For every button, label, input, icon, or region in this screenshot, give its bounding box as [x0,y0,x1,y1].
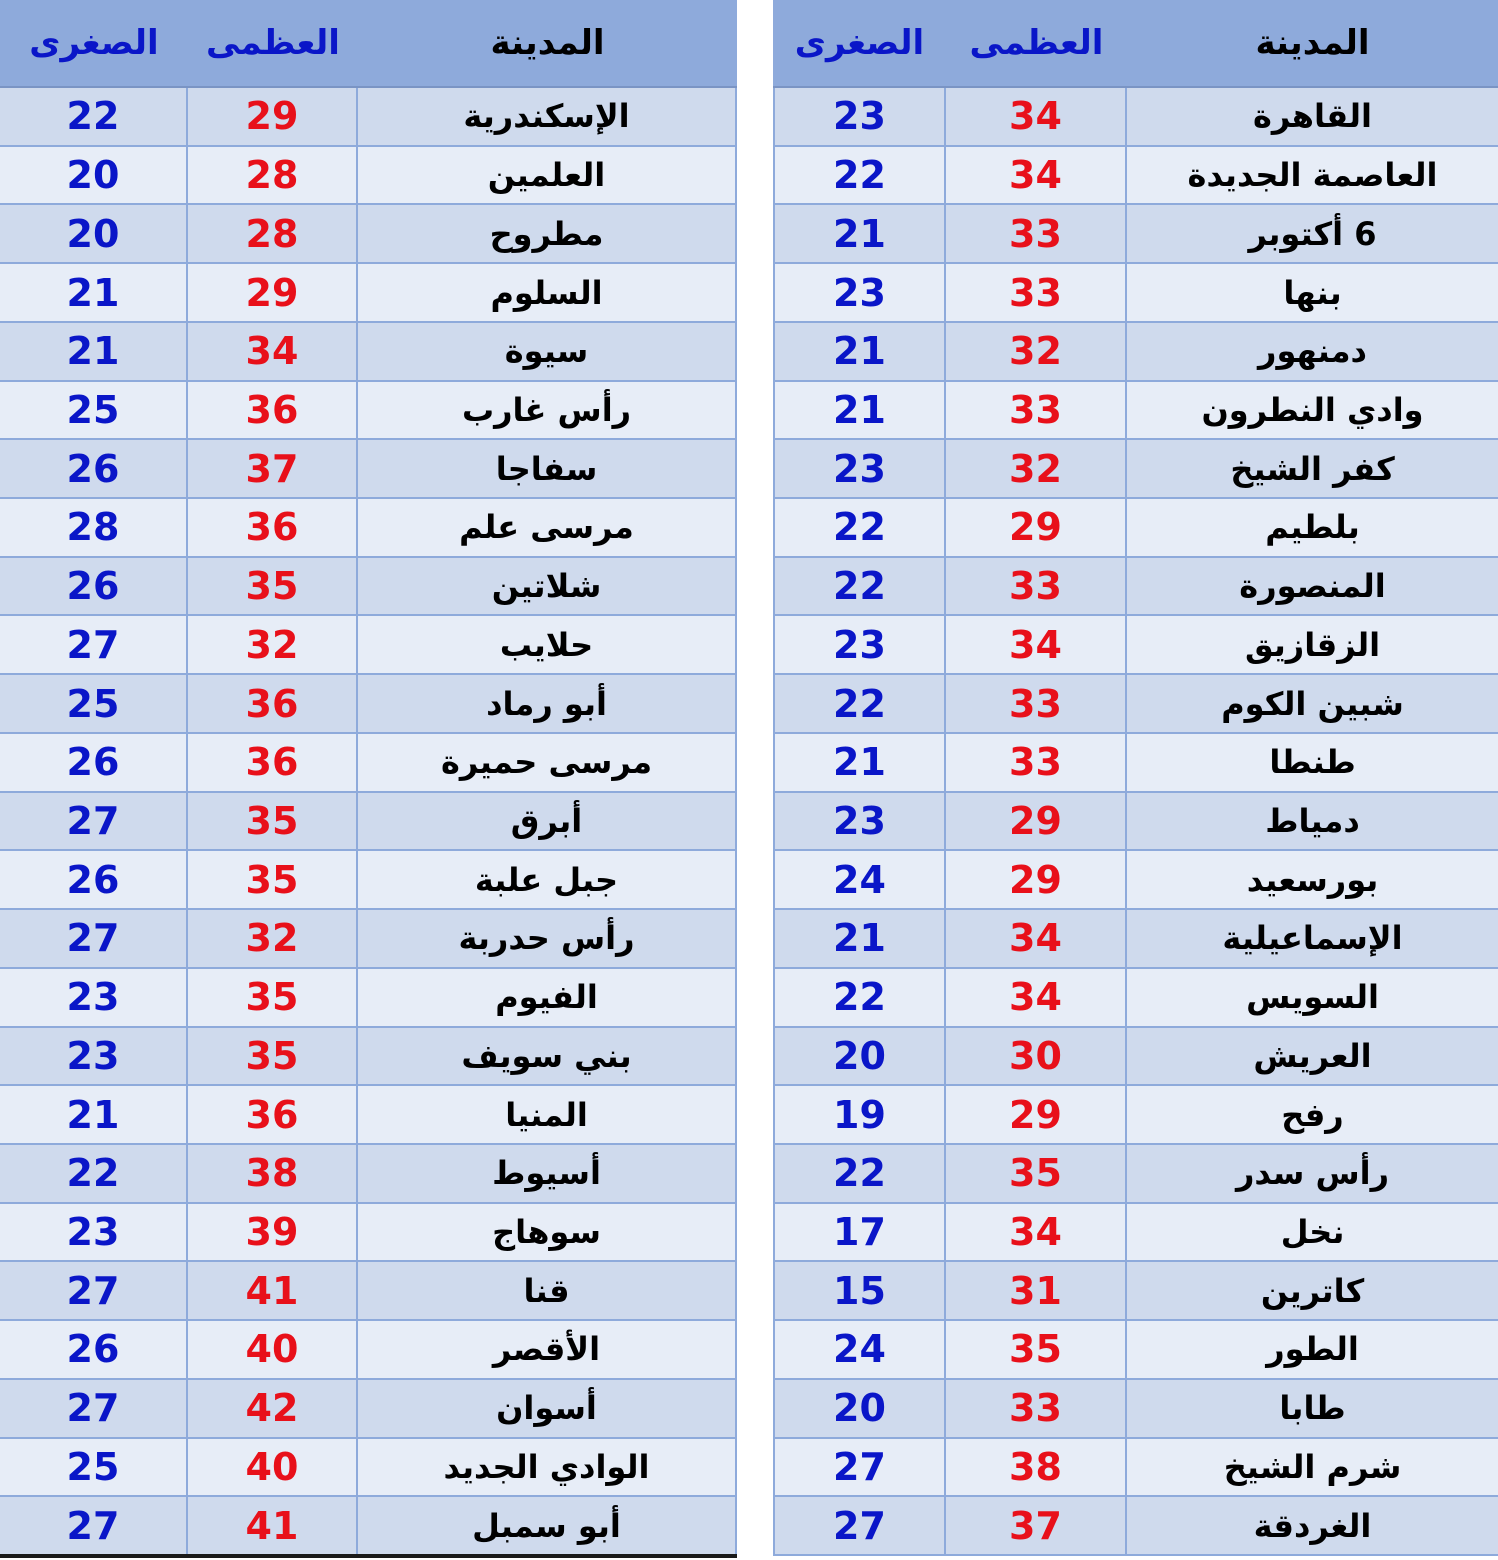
min-temp-cell: 27 [0,616,188,673]
table-row [0,1204,737,1263]
city-name-cell: حلايب [358,616,737,673]
max-temp-cell: 41 [188,1262,358,1319]
city-name-cell: سفاجا [358,440,737,497]
right-table-header [773,0,1498,88]
max-temp-cell: 32 [946,323,1127,380]
table-row [0,969,737,1028]
city-name-cell: سيوة [358,323,737,380]
table-row [0,147,737,206]
city-name-cell: رأس غارب [358,382,737,439]
table-row [773,88,1498,147]
city-name-cell: الأقصر [358,1321,737,1378]
table-row [0,910,737,969]
city-name-cell: أسوان [358,1380,737,1437]
min-temp-cell: 23 [0,969,188,1026]
max-temp-cell: 36 [188,382,358,439]
city-name-cell: شرم الشيخ [1223,1447,1402,1486]
city-name-cell: دمياط [1265,801,1360,840]
table-row [0,264,737,323]
min-temp-cell: 21 [773,323,946,380]
table-row [0,1145,737,1204]
max-temp-cell: 33 [946,734,1127,791]
min-temp-cell: 21 [0,1086,188,1143]
table-row [773,1086,1498,1145]
table-row [0,1028,737,1087]
city-name-cell: كفر الشيخ [1230,449,1395,488]
table-row [0,1321,737,1380]
table-row [0,1262,737,1321]
min-temp-cell: 26 [0,558,188,615]
max-temp-cell: 36 [188,734,358,791]
city-name-cell: الفيوم [358,969,737,1026]
city-name-cell: أبو رماد [358,675,737,732]
min-temp-cell: 22 [0,1145,188,1202]
city-name-cell: الإسكندرية [358,88,737,145]
table-row [773,1321,1498,1380]
max-temp-cell: 36 [188,499,358,556]
min-temp-cell: 27 [773,1497,946,1554]
min-temp-cell: 21 [0,264,188,321]
city-name-cell: العريش [1253,1036,1372,1075]
city-name-cell: رفح [1281,1095,1344,1134]
max-temp-cell: 36 [188,675,358,732]
table-row [0,205,737,264]
max-temp-cell: 29 [946,793,1127,850]
right-temperature-table [773,0,1498,1556]
max-temp-cell: 29 [946,851,1127,908]
max-temp-cell: 28 [188,205,358,262]
max-temp-cell: 33 [946,264,1127,321]
city-name-cell: مرسى حميرة [358,734,737,791]
header-max: العظمى [206,23,340,63]
min-temp-cell: 22 [773,1145,946,1202]
min-temp-cell: 26 [0,1321,188,1378]
min-temp-cell: 21 [773,205,946,262]
max-temp-cell: 29 [188,264,358,321]
max-temp-cell: 33 [946,558,1127,615]
right-table-body [773,88,1498,1556]
min-temp-cell: 23 [773,793,946,850]
city-name-cell: السلوم [358,264,737,321]
max-temp-cell: 35 [946,1145,1127,1202]
city-name-cell: وادي النطرون [1201,390,1424,429]
min-temp-cell: 22 [773,499,946,556]
max-temp-cell: 29 [188,88,358,145]
max-temp-cell: 34 [946,910,1127,967]
min-temp-cell: 23 [773,440,946,497]
table-row [0,851,737,910]
table-row [773,1204,1498,1263]
table-row [0,558,737,617]
city-name-cell: الغردقة [1253,1506,1372,1545]
table-row [0,734,737,793]
max-temp-cell: 31 [946,1262,1127,1319]
table-row [773,851,1498,910]
min-temp-cell: 25 [0,675,188,732]
max-temp-cell: 35 [188,1028,358,1085]
city-name-cell: أسيوط [358,1145,737,1202]
city-name-cell: المنصورة [1239,567,1386,606]
min-temp-cell: 25 [0,1439,188,1496]
max-temp-cell: 34 [946,616,1127,673]
max-temp-cell: 34 [188,323,358,380]
min-temp-cell: 23 [773,616,946,673]
max-temp-cell: 34 [946,1204,1127,1261]
table-row [773,558,1498,617]
max-temp-cell: 33 [946,1380,1127,1437]
min-temp-cell: 20 [0,147,188,204]
min-temp-cell: 27 [0,1497,188,1554]
header-city: المدينة [1255,23,1370,63]
city-name-cell: شبين الكوم [1221,684,1404,723]
min-temp-cell: 26 [0,440,188,497]
table-row [773,969,1498,1028]
min-temp-cell: 15 [773,1262,946,1319]
max-temp-cell: 42 [188,1380,358,1437]
city-name-cell: سوهاج [358,1204,737,1261]
city-name-cell: كاترين [1260,1271,1365,1310]
table-row [0,1380,737,1439]
min-temp-cell: 26 [0,851,188,908]
min-temp-cell: 23 [773,88,946,145]
max-temp-cell: 41 [188,1497,358,1554]
min-temp-cell: 21 [773,382,946,439]
city-name-cell: رأس سدر [1235,1154,1390,1193]
min-temp-cell: 22 [773,147,946,204]
table-row [773,734,1498,793]
max-temp-cell: 33 [946,382,1127,439]
table-row [0,88,737,147]
header-min: الصغرى [794,23,925,63]
table-row [0,616,737,675]
max-temp-cell: 32 [946,440,1127,497]
city-name-cell: نخل [1280,1213,1345,1252]
min-temp-cell: 24 [773,851,946,908]
city-name-cell: جبل علبة [358,851,737,908]
city-name-cell: شلاتين [358,558,737,615]
min-temp-cell: 19 [773,1086,946,1143]
table-row [773,1145,1498,1204]
city-name-cell: المنيا [358,1086,737,1143]
left-table-body [0,88,737,1556]
table-row [773,323,1498,382]
table-row [773,1262,1498,1321]
table-row [773,499,1498,558]
city-name-cell: الوادي الجديد [358,1439,737,1496]
table-row [773,910,1498,969]
max-temp-cell: 29 [946,1086,1127,1143]
city-name-cell: بنها [1283,273,1342,312]
city-name-cell: الإسماعيلية [1222,919,1403,958]
city-name-cell: 6 أكتوبر [1248,214,1377,253]
header-city: المدينة [490,23,605,63]
table-row [0,440,737,499]
city-name-cell: بورسعيد [1246,860,1379,899]
min-temp-cell: 21 [0,323,188,380]
left-table-header [0,0,737,88]
min-temp-cell: 24 [773,1321,946,1378]
table-row [773,205,1498,264]
city-name-cell: أبرق [358,793,737,850]
city-name-cell: العاصمة الجديدة [1187,156,1438,195]
max-temp-cell: 38 [946,1439,1127,1496]
max-temp-cell: 36 [188,1086,358,1143]
city-name-cell: مطروح [358,205,737,262]
city-name-cell: دمنهور [1258,332,1367,371]
max-temp-cell: 35 [946,1321,1127,1378]
table-row [773,1380,1498,1439]
table-row [0,1086,737,1145]
min-temp-cell: 20 [773,1380,946,1437]
left-temperature-table [0,0,737,1556]
city-name-cell: قنا [358,1262,737,1319]
min-temp-cell: 27 [0,1262,188,1319]
table-row [773,616,1498,675]
max-temp-cell: 40 [188,1321,358,1378]
city-name-cell: رأس حدربة [358,910,737,967]
city-name-cell: بلطيم [1265,508,1360,547]
city-name-cell: العلمين [358,147,737,204]
max-temp-cell: 35 [188,851,358,908]
max-temp-cell: 28 [188,147,358,204]
max-temp-cell: 29 [946,499,1127,556]
min-temp-cell: 22 [773,969,946,1026]
min-temp-cell: 27 [0,1380,188,1437]
city-name-cell: الزقازيق [1244,625,1381,664]
max-temp-cell: 37 [188,440,358,497]
table-row [773,1497,1498,1556]
min-temp-cell: 25 [0,382,188,439]
min-temp-cell: 26 [0,734,188,791]
min-temp-cell: 21 [773,910,946,967]
city-name-cell: مرسى علم [358,499,737,556]
table-row [0,382,737,441]
table-row [773,675,1498,734]
table-row [0,1439,737,1498]
max-temp-cell: 35 [188,969,358,1026]
min-temp-cell: 27 [773,1439,946,1496]
max-temp-cell: 32 [188,616,358,673]
table-row [773,793,1498,852]
table-row [773,264,1498,323]
max-temp-cell: 39 [188,1204,358,1261]
header-max: العظمى [969,23,1104,63]
table-row [773,147,1498,206]
max-temp-cell: 32 [188,910,358,967]
max-temp-cell: 34 [946,88,1127,145]
table-row [0,323,737,382]
min-temp-cell: 22 [0,88,188,145]
max-temp-cell: 33 [946,675,1127,732]
min-temp-cell: 23 [773,264,946,321]
table-row [0,793,737,852]
table-row [773,1439,1498,1498]
min-temp-cell: 23 [0,1204,188,1261]
max-temp-cell: 35 [188,558,358,615]
table-row [0,1497,737,1556]
max-temp-cell: 34 [946,147,1127,204]
max-temp-cell: 30 [946,1028,1127,1085]
max-temp-cell: 35 [188,793,358,850]
max-temp-cell: 33 [946,205,1127,262]
city-name-cell: بني سويف [358,1028,737,1085]
city-name-cell: أبو سمبل [358,1497,737,1554]
max-temp-cell: 38 [188,1145,358,1202]
max-temp-cell: 37 [946,1497,1127,1554]
city-name-cell: السويس [1246,978,1379,1017]
min-temp-cell: 23 [0,1028,188,1085]
city-name-cell: الطور [1266,1330,1359,1369]
min-temp-cell: 17 [773,1204,946,1261]
max-temp-cell: 40 [188,1439,358,1496]
min-temp-cell: 20 [773,1028,946,1085]
min-temp-cell: 22 [773,675,946,732]
header-min: الصغرى [29,23,159,63]
city-name-cell: طنطا [1269,743,1356,782]
city-name-cell: طابا [1279,1389,1346,1428]
table-row [773,382,1498,441]
min-temp-cell: 27 [0,793,188,850]
min-temp-cell: 20 [0,205,188,262]
bottom-divider [0,1554,737,1558]
max-temp-cell: 34 [946,969,1127,1026]
table-row [0,499,737,558]
table-row [773,1028,1498,1087]
min-temp-cell: 21 [773,734,946,791]
min-temp-cell: 28 [0,499,188,556]
table-row [773,440,1498,499]
min-temp-cell: 27 [0,910,188,967]
table-row [0,675,737,734]
min-temp-cell: 22 [773,558,946,615]
city-name-cell: القاهرة [1253,97,1373,136]
